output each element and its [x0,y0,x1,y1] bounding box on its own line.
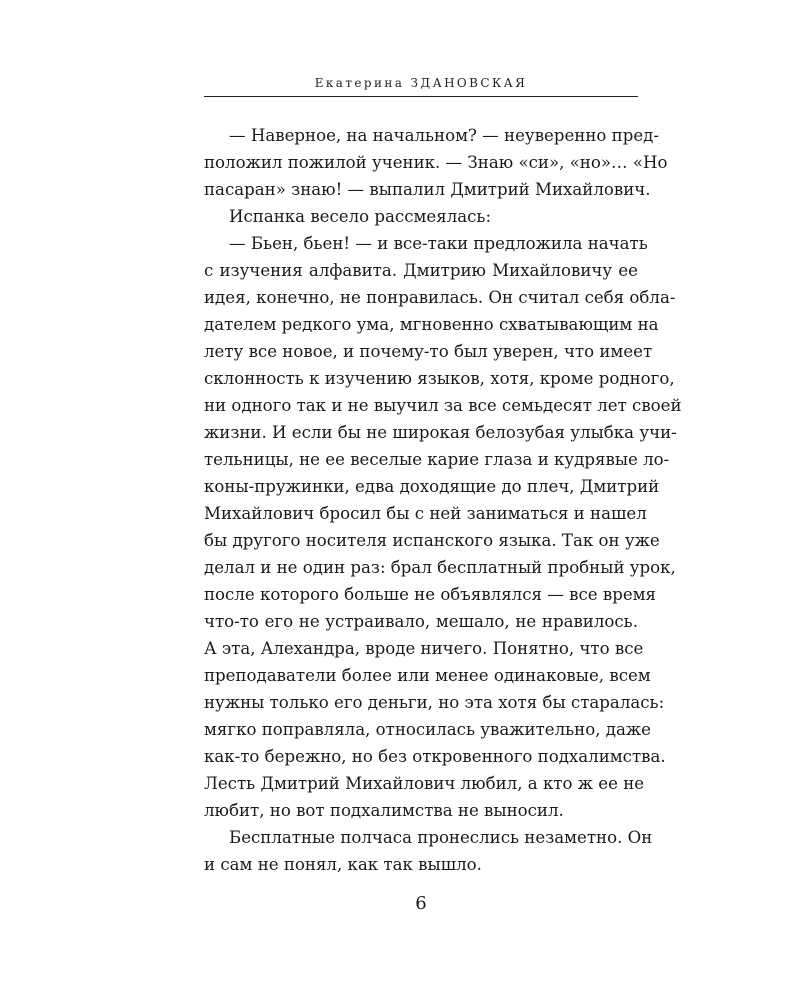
text-line: и сам не понял, как так вышло. [204,855,482,874]
text-line: бы другого носителя испанского языка. Так он уже [204,531,660,550]
text-line: что-то его не устраивало, мешало, не нравилось. [204,612,638,631]
text-line: пасаран» знаю! — выпалил Дмитрий Михайлович. [204,180,651,199]
text-line: положил пожилой ученик. — Знаю «си», «но»… «Но [204,153,668,172]
text-line: коны-пружинки, едва доходящие до плеч, Дмитрий [204,477,660,496]
text-line: дателем редкого ума, мгновенно схватывающим на [204,315,659,334]
text-line: Испанка весело рассмеялась: [229,207,492,226]
text-line: склонность к изучению языков, хотя, кроме родного, [204,369,675,388]
running-header [204,76,638,90]
text-line: ни одного так и не выучил за все семьдесят лет своей [204,396,682,415]
text-line: любит, но вот подхалимства не выносил. [204,801,564,820]
text-line: жизни. И если бы не широкая белозубая улыбка учи- [204,423,677,442]
text-line: нужны только его деньги, но эта хотя бы старалась: [204,693,665,712]
text-line: идея, конечно, не понравилась. Он считал себя обла- [204,288,676,307]
text-line: лету все новое, и почему-то был уверен, что имеет [204,342,653,361]
text-line: — Бьен, бьен! — и все-таки предложила начать [229,234,648,253]
text-line: тельницы, не ее веселые карие глаза и кудрявые ло- [204,450,670,469]
page-number: 6 [415,893,427,914]
text-line: А эта, Алехандра, вроде ничего. Понятно, что все [204,639,644,658]
text-line: делал и не один раз: брал бесплатный пробный урок, [204,558,676,577]
page-body [204,122,682,878]
text-line: Бесплатные полчаса пронеслись незаметно. Он [229,828,653,847]
text-line: преподаватели более или менее одинаковые, всем [204,666,651,685]
text-line: после которого больше не объявлялся — все время [204,585,657,604]
text-line: с изучения алфавита. Дмитрию Михайловичу ее [204,261,638,280]
text-line: как-то бережно, но без откровенного подхалимства. [204,747,666,766]
text-line: — Наверное, на начальном? — неуверенно пред- [229,126,660,145]
header-author-last-name: ЗДАНОВСКАЯ [410,76,528,90]
header-author-first-name: Екатерина [314,76,405,90]
text-line: мягко поправляла, относилась уважительно, даже [204,720,651,739]
header-rule [204,96,638,97]
text-line: Лесть Дмитрий Михайлович любил, а кто ж ее не [204,774,645,793]
text-line: Михайлович бросил бы с ней заниматься и нашел [204,504,647,523]
